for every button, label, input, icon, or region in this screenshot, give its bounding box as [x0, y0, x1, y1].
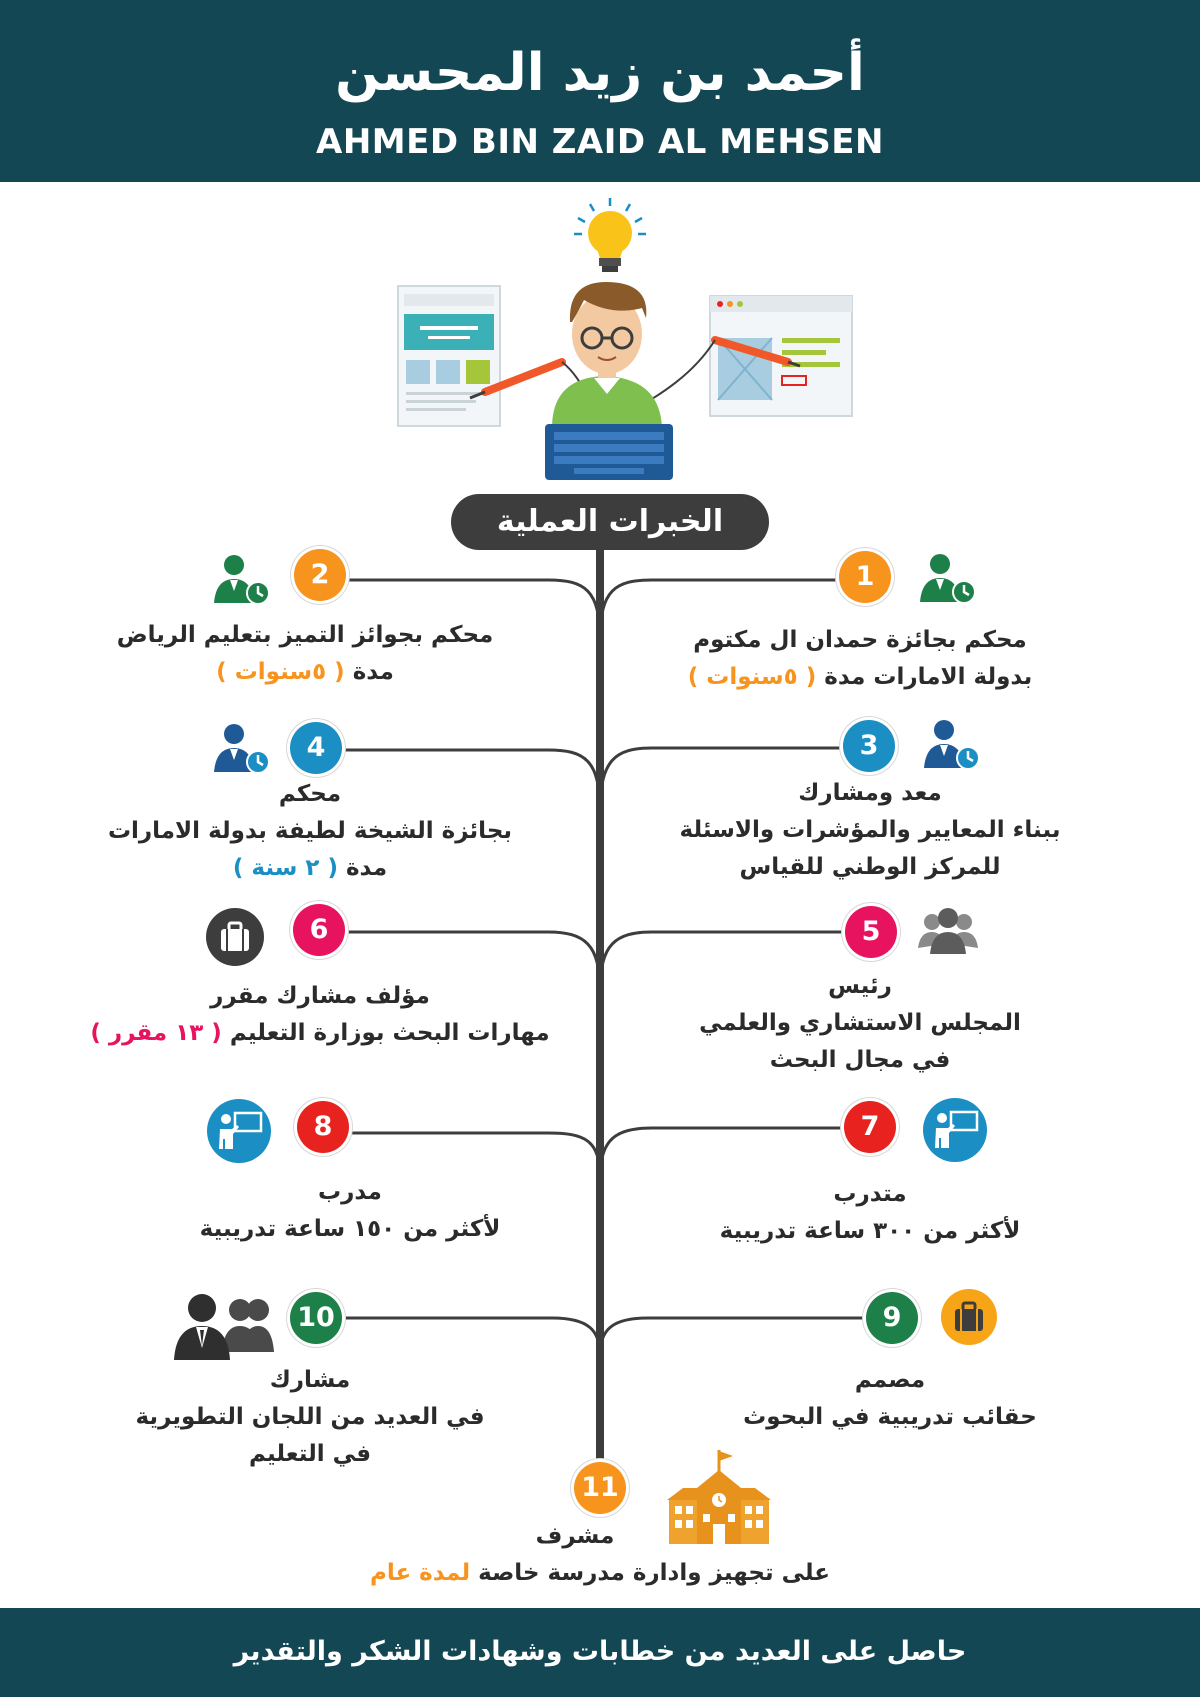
name-arabic: أحمد بن زيد المحسن	[335, 43, 865, 103]
item-2-badge: 2	[294, 549, 346, 601]
trainer-board-icon	[923, 1098, 987, 1162]
item-6-line-2	[40, 1015, 600, 1052]
item-10-badge: 10	[290, 1292, 342, 1344]
item-11-badge: 11	[574, 1462, 626, 1514]
judge-clock-icon	[212, 722, 274, 778]
item-9-text	[690, 1362, 1090, 1436]
item-11-line-1: مشرف	[535, 1523, 615, 1549]
item-10-line-1: مشارك	[269, 1367, 351, 1393]
team-icon	[170, 1290, 274, 1362]
item-6-line-2-text: مهارات البحث بوزارة التعليم	[229, 1020, 550, 1046]
item-8-line-1: مدرب	[318, 1179, 382, 1205]
item-2-line-2	[40, 654, 570, 691]
item-2-text	[40, 617, 570, 691]
footer-text: حاصل على العديد من خطابات وشهادات الشكر والتقدير	[233, 1636, 967, 1667]
developer-person	[552, 282, 662, 428]
item-5-line-1: رئيس	[828, 973, 892, 999]
item-5-line-3: في مجال البحث	[769, 1047, 951, 1073]
item-10-line-2: في العديد من اللجان التطويرية	[135, 1404, 485, 1430]
item-5-text	[650, 968, 1070, 1079]
item-6-highlight: ( ١٣ مقرر )	[90, 1020, 222, 1046]
item-6-badge: 6	[293, 904, 345, 956]
item-4-text	[60, 776, 560, 887]
item-3-line-2: ببناء المعايير والمؤشرات والاسئلة	[679, 817, 1061, 843]
item-6-line-1: مؤلف مشارك مقرر	[210, 983, 430, 1009]
item-2-line-2-text: مدة	[352, 659, 394, 685]
lightbulb-icon	[574, 198, 646, 272]
item-2-line-1: محكم بجوائز التميز بتعليم الرياض	[116, 622, 494, 648]
item-7-badge: 7	[844, 1101, 896, 1153]
item-1-highlight: ( ٥سنوات )	[687, 664, 817, 690]
item-4-line-3	[60, 850, 560, 887]
item-11-line-2	[300, 1555, 900, 1592]
item-3-text	[640, 775, 1100, 886]
briefcase-icon	[941, 1289, 997, 1345]
judge-clock-icon	[212, 553, 274, 609]
item-9-line-2: حقائب تدريبية في البحوث	[743, 1404, 1037, 1430]
left-screen-mockup	[398, 286, 500, 426]
item-3-line-3: للمركز الوطني للقياس	[739, 854, 1001, 880]
item-11-text	[300, 1518, 900, 1592]
item-11-line-2-text: على تجهيز وادارة مدرسة خاصة	[478, 1560, 831, 1586]
developer-illustration	[398, 198, 852, 480]
item-1-badge: 1	[839, 551, 891, 603]
item-3-badge: 3	[843, 720, 895, 772]
item-3-line-1: معد ومشارك	[798, 780, 942, 806]
item-8-line-2: لأكثر من ١٥٠ ساعة تدريبية	[199, 1216, 501, 1242]
item-11-highlight: لمدة عام	[369, 1560, 471, 1586]
item-1-line-2-text: بدولة الامارات مدة	[824, 664, 1033, 690]
item-1-line-1: محكم بجائزة حمدان ال مكتوم	[693, 627, 1027, 653]
trainer-board-icon	[207, 1099, 271, 1163]
item-7-line-2: لأكثر من ٣٠٠ ساعة تدريبية	[719, 1218, 1021, 1244]
name-english: AHMED BIN ZAID AL MEHSEN	[316, 122, 884, 162]
judge-clock-icon	[922, 718, 984, 774]
item-10-line-3: في التعليم	[248, 1441, 372, 1467]
item-4-line-3-text: مدة	[345, 855, 388, 881]
keyboard-icon	[545, 424, 673, 480]
item-4-badge: 4	[290, 722, 342, 774]
item-8-text	[130, 1174, 570, 1248]
group-icon	[916, 904, 980, 960]
item-1-line-2	[640, 659, 1080, 696]
item-1-text	[640, 622, 1080, 696]
item-9-badge: 9	[866, 1292, 918, 1344]
item-6-text	[40, 978, 600, 1052]
item-4-line-1: محكم	[278, 781, 342, 807]
item-8-badge: 8	[297, 1101, 349, 1153]
section-title: الخبرات العملية	[451, 494, 769, 550]
briefcase-icon	[206, 908, 264, 966]
item-7-text	[670, 1176, 1070, 1250]
item-4-line-2: بجائزة الشيخة لطيفة بدولة الامارات	[107, 818, 513, 844]
footer-banner	[0, 1608, 1200, 1697]
item-5-line-2: المجلس الاستشاري والعلمي	[699, 1010, 1021, 1036]
judge-clock-icon	[918, 552, 980, 608]
item-5-badge: 5	[845, 906, 897, 958]
item-10-text	[80, 1362, 540, 1473]
item-4-highlight: ( ٢ سنة )	[232, 855, 338, 881]
item-9-line-1: مصمم	[854, 1367, 926, 1393]
item-7-line-1: متدرب	[833, 1181, 907, 1207]
item-2-highlight: ( ٥سنوات )	[216, 659, 345, 685]
